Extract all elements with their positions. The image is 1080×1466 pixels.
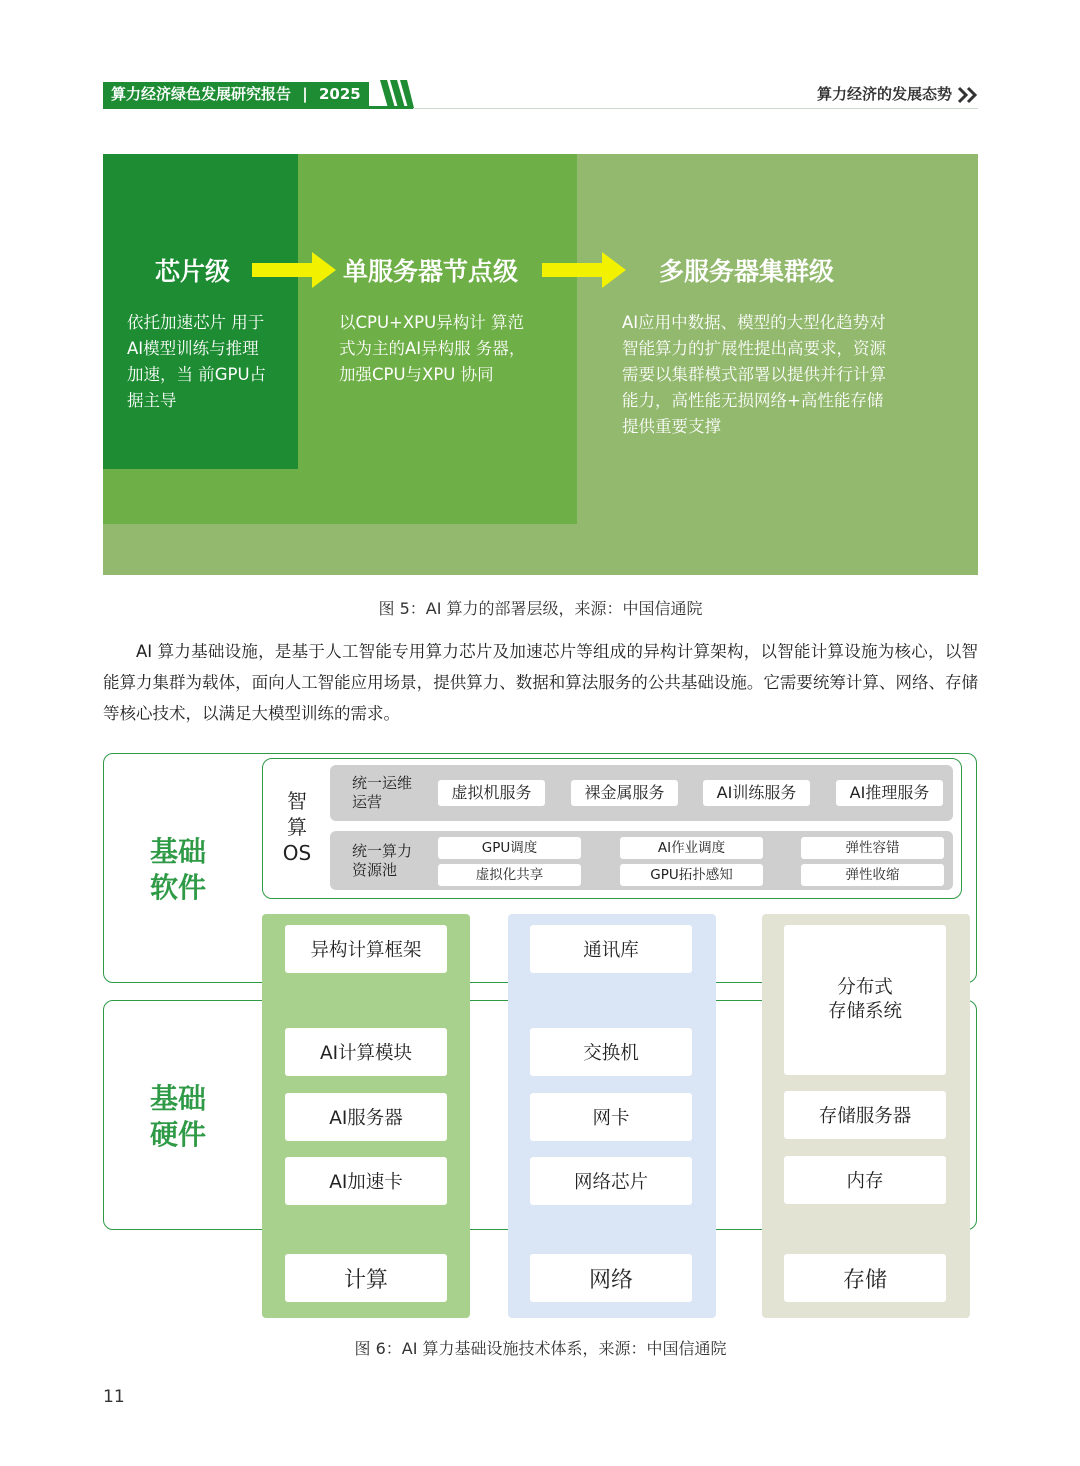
- section-title: 算力经济的发展态势: [816, 85, 952, 103]
- report-title-banner: [103, 82, 369, 106]
- unified-pool-label: 统一算力 资源池: [352, 842, 413, 879]
- chip-level-title: 芯片级: [155, 257, 231, 286]
- cluster-level-desc: AI应用中数据、模型的大型化趋势对智能算力的扩展性提出高要求，资源需要以集群模式部署以提供并行计算能力，高性能无损网络+高性能存储提供重要支撑: [622, 313, 886, 436]
- elastic-scaling-chip: 弹性收缩: [801, 864, 944, 886]
- heterogeneous-framework-box: 异构计算框架: [285, 925, 447, 973]
- compute-label-box: 计算: [285, 1254, 447, 1302]
- report-title: 算力经济绿色发展研究报告: [111, 85, 292, 103]
- memory-box: 内存: [784, 1156, 946, 1204]
- figure6-caption: 图 6：AI 算力基础设施技术体系，来源：中国信通院: [354, 1339, 727, 1358]
- ai-server-box: AI服务器: [285, 1093, 447, 1141]
- virtualization-sharing-chip: 虚拟化共享: [438, 864, 581, 886]
- double-chevron-right-icon: [957, 85, 979, 105]
- communication-library-box: 通讯库: [530, 925, 692, 973]
- basic-software-label: 基础 软件: [149, 835, 206, 904]
- ai-compute-module-box: AI计算模块: [285, 1028, 447, 1076]
- header-underline: [103, 106, 413, 109]
- ai-job-scheduling-chip: AI作业调度: [620, 837, 763, 859]
- unified-ops-label: 统一运维 运营: [352, 774, 413, 811]
- elastic-fault-tolerance-chip: 弹性容错: [801, 837, 944, 859]
- report-year: 2025: [318, 85, 361, 103]
- nic-box: 网卡: [530, 1093, 692, 1141]
- switch-box: 交换机: [530, 1028, 692, 1076]
- basic-hardware-label: 基础 硬件: [149, 1082, 206, 1151]
- network-chip-box: 网络芯片: [530, 1157, 692, 1205]
- arrow-right-icon: [252, 250, 336, 290]
- server-node-level-title: 单服务器节点级: [343, 257, 519, 286]
- title-separator: |: [302, 85, 308, 103]
- storage-label-box: 存储: [784, 1254, 946, 1302]
- stripes-decoration-icon: [380, 80, 414, 108]
- bare-metal-service-chip: 裸金属服务: [571, 780, 678, 806]
- cluster-level-title: 多服务器集群级: [659, 257, 835, 286]
- gpu-scheduling-chip: GPU调度: [438, 837, 581, 859]
- body-paragraph: AI 算力基础设施，是基于人工智能专用算力芯片及加速芯片等组成的异构计算架构，以智能计算设施为核心，以智能算力集群为载体，面向人工智能应用场景，提供算力、数据和算法服务的公共基础设施。它需要统筹计算、网络、存储等核心技术，以满足大模型训练的需求。: [103, 642, 978, 723]
- page-number: 11: [103, 1387, 125, 1407]
- ai-training-service-chip: AI训练服务: [703, 780, 810, 806]
- chip-level-desc: 依托加速芯片 用于AI模型训练与推理加速，当 前GPU占据主导: [127, 313, 267, 410]
- ai-accelerator-box: AI加速卡: [285, 1157, 447, 1205]
- figure5-caption: 图 5：AI 算力的部署层级，来源：中国信通院: [378, 599, 703, 618]
- arrow-right-icon: [542, 250, 626, 290]
- server-node-level-desc: 以CPU+XPU异构计 算范式为主的AI异构服 务器，加强CPU与XPU 协同: [339, 313, 526, 384]
- ai-inference-service-chip: AI推理服务: [836, 780, 943, 806]
- ai-os-label: 智 算 OS: [282, 789, 312, 865]
- vm-service-chip: 虚拟机服务: [438, 780, 545, 806]
- network-label-box: 网络: [530, 1254, 692, 1302]
- gpu-topology-chip: GPU拓扑感知: [620, 864, 763, 886]
- storage-server-box: 存储服务器: [784, 1091, 946, 1139]
- distributed-storage-box: 分布式 存储系统: [784, 925, 946, 1075]
